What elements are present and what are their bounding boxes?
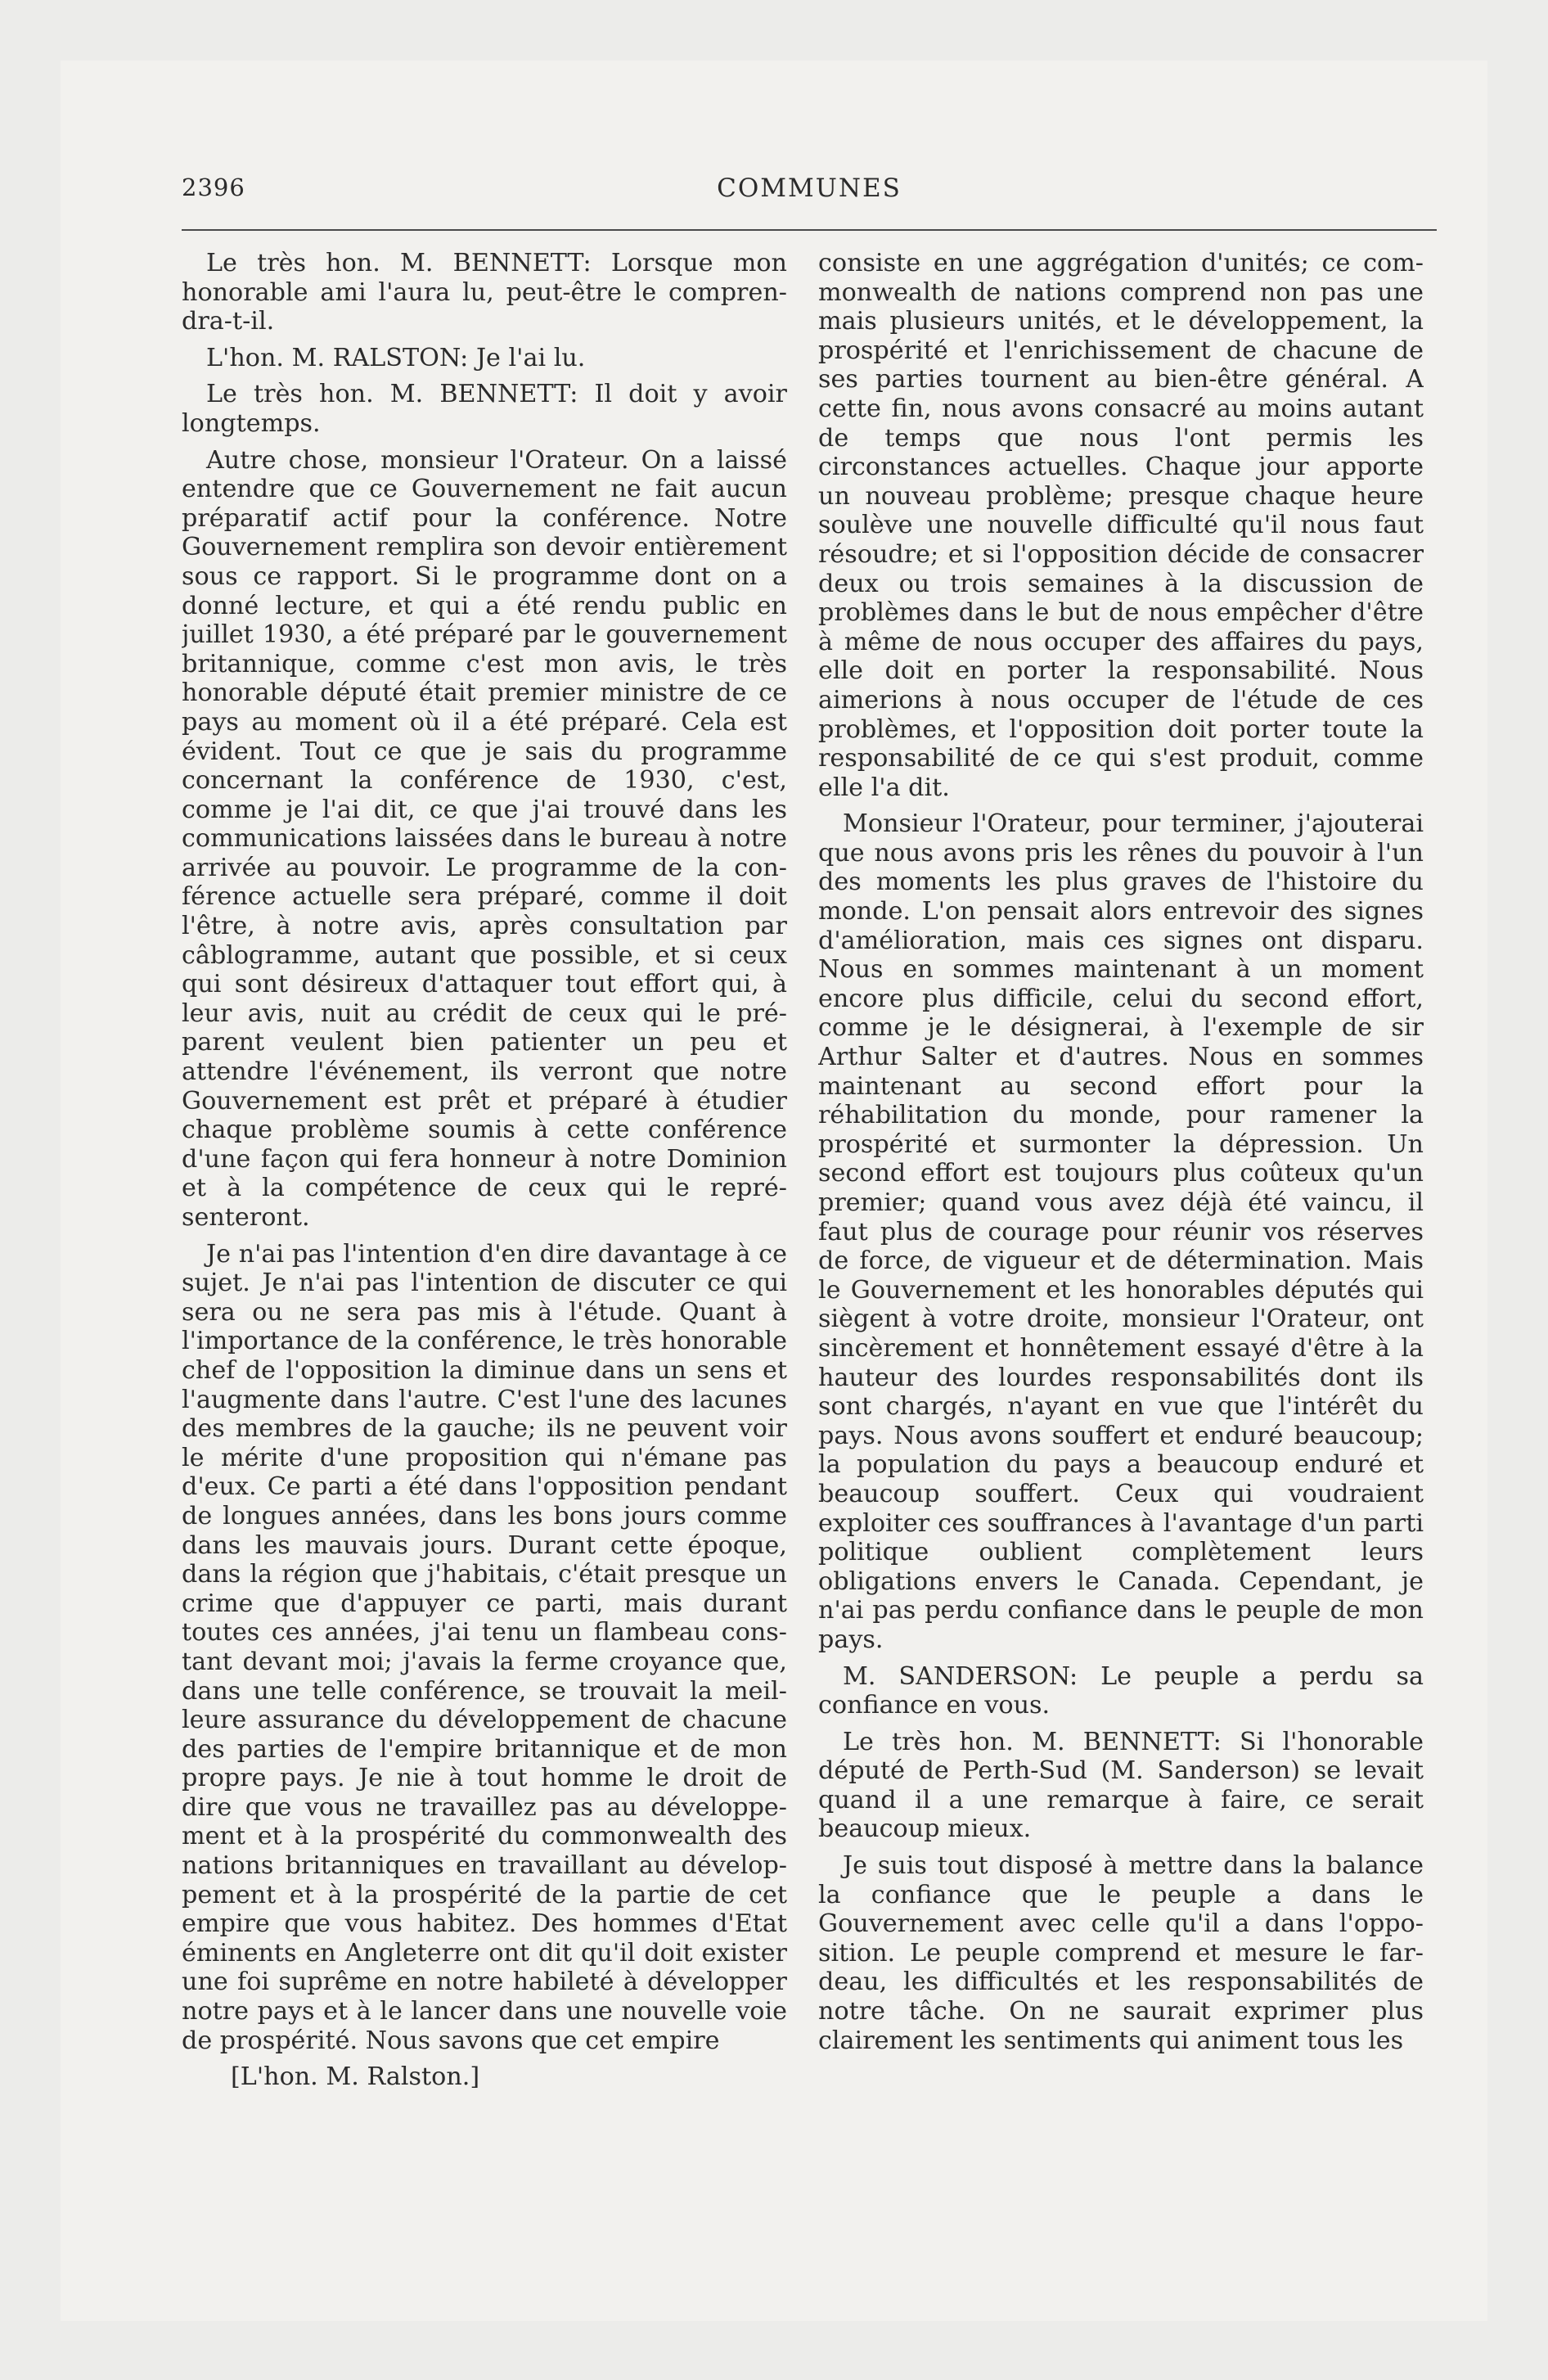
- paragraph-continuation: consiste en une aggrégation d'unités; ce commonwealth de nations comprend non pas une mais plusieurs unités, et le développement, la prospérité et l'enrichissement de chacune de ses parties tournent au bien-être général. A cette fin, nous avons consacré au moins autant de temps que nous l'ont permis les circonstances actuelles. Chaque jour apporte un nouveau problème; presque chaque heure soulève une nouvelle difficulté qu'il nous faut résoudre; et si l'opposition décide de consacrer deux ou trois semaines à la discussion de problèmes dans le but de nous empêcher d'être à même de nous occuper des affaires du pays, elle doit en porter la responsabilité. Nous aimerions à nous occuper de l'étude de ces problèmes, et l'opposition doit porter toute la responsabilité de ce qui s'est produit, comme elle l'a dit.: [818, 249, 1424, 802]
- speaker-attribution: [L'hon. M. Ralston.]: [231, 2062, 480, 2092]
- page-number: 2396: [182, 174, 245, 201]
- left-column: [182, 249, 787, 2295]
- paragraph: Le très hon. M. BENNETT: Lorsque mon honorable ami l'aura lu, peut-être le comprendra-t-il.: [182, 249, 787, 336]
- header-rule: [182, 229, 1437, 231]
- page-header: [182, 174, 1437, 214]
- paragraph: Je suis tout disposé à mettre dans la balance la confiance que le peuple a dans le Gouvernement avec celle qu'il a dans l'opposition. Le peuple comprend et mesure le fardeau, les difficultés et les responsabilités de notre tâche. On ne saurait exprimer plus clairement les sentiments qui animent tous les: [818, 1851, 1424, 2055]
- paragraph: Monsieur l'Orateur, pour terminer, j'ajouterai que nous avons pris les rênes du pouvoir à l'un des moments les plus graves de l'histoire du monde. L'on pensait alors entrevoir des signes d'amélioration, mais ces signes ont disparu. Nous en sommes maintenant à un moment encore plus difficile, celui du second effort, comme je le désignerai, à l'exemple de sir Arthur Salter et d'autres. Nous en sommes maintenant au second effort pour la réhabilitation du monde, pour ramener la prospérité et surmonter la dépression. Un second effort est toujours plus coûteux qu'un premier; quand vous avez déjà été vaincu, il faut plus de courage pour réunir vos réserves de force, de vigueur et de détermination. Mais le Gouvernement et les honorables députés qui siègent à votre droite, monsieur l'Orateur, ont sincèrement et honnêtement essayé d'être à la hauteur des lourdes responsabilités dont ils sont chargés, n'ayant en vue que l'intérêt du pays. Nous avons souffert et enduré beaucoup; la population du pays a beaucoup enduré et beaucoup souffert. Ceux qui voudraient exploiter ces souffrances à l'avantage d'un parti politique oublient complètement leurs obligations envers le Canada. Cependant, je n'ai pas perdu confiance dans le peuple de mon pays.: [818, 809, 1424, 1654]
- paragraph: Le très hon. M. BENNETT: Si l'honorable député de Perth-Sud (M. Sanderson) se levait quand il a une remarque à faire, ce serait beaucoup mieux.: [818, 1727, 1424, 1844]
- paragraph: L'hon. M. RALSTON: Je l'ai lu.: [206, 343, 586, 372]
- paragraph: M. SANDERSON: Le peuple a perdu sa confiance en vous.: [818, 1661, 1424, 1720]
- paragraph: Autre chose, monsieur l'Orateur. On a laissé entendre que ce Gouvernement ne fait aucun préparatif actif pour la conférence. Notre Gouvernement remplira son devoir entièrement sous ce rapport. Si le programme dont on a donné lecture, et qui a été rendu public en juillet 1930, a été préparé par le gouvernement britannique, comme c'est mon avis, le très honorable député était premier ministre de ce pays au moment où il a été préparé. Cela est évident. Tout ce que je sais du programme concernant la conférence de 1930, c'est, comme je l'ai dit, ce que j'ai trouvé dans les communications laissées dans le bureau à notre arrivée au pouvoir. Le programme de la conférence actuelle sera préparé, comme il doit l'être, à notre avis, après consultation par câblogramme, autant que possible, et si ceux qui sont désireux d'attaquer tout effort qui, à leur avis, nuit au crédit de ceux qui le préparent veulent bien patienter un peu et attendre l'événement, ils verront que notre Gouvernement est prêt et préparé à étudier chaque problème soumis à cette conférence d'une façon qui fera honneur à notre Dominion et à la compétence de ceux qui le représenteront.: [182, 445, 787, 1232]
- right-column: [818, 249, 1424, 2295]
- paragraph: Le très hon. M. BENNETT: Il doit y avoir longtemps.: [182, 380, 787, 438]
- running-head: COMMUNES: [717, 174, 902, 203]
- paragraph: Je n'ai pas l'intention d'en dire davantage à ce sujet. Je n'ai pas l'intention de discuter ce qui sera ou ne sera pas mis à l'étude. Quant à l'importance de la conférence, le très honorable chef de l'opposition la diminue dans un sens et l'augmente dans l'autre. C'est l'une des lacunes des membres de la gauche; ils ne peuvent voir le mérite d'une proposition qui n'émane pas d'eux. Ce parti a été dans l'opposition pendant de longues années, dans les bons jours comme dans les mauvais jours. Durant cette époque, dans la région que j'habitais, c'était presque un crime que d'appuyer ce parti, mais durant toutes ces années, j'ai tenu un flambeau constant devant moi; j'avais la ferme croyance que, dans une telle conférence, se trouvait la meilleure assurance du développement de chacune des parties de l'empire britannique et de mon propre pays. Je nie à tout homme le droit de dire que vous ne travaillez pas au développement et à la prospérité du commonwealth des nations britanniques en travaillant au développement et à la prospérité de la partie de cet empire que vous habitez. Des hommes d'Etat éminents en Angleterre ont dit qu'il doit exister une foi suprême en notre habileté à développer notre pays et à le lancer dans une nouvelle voie de prospérité. Nous savons que cet empire: [182, 1239, 787, 2055]
